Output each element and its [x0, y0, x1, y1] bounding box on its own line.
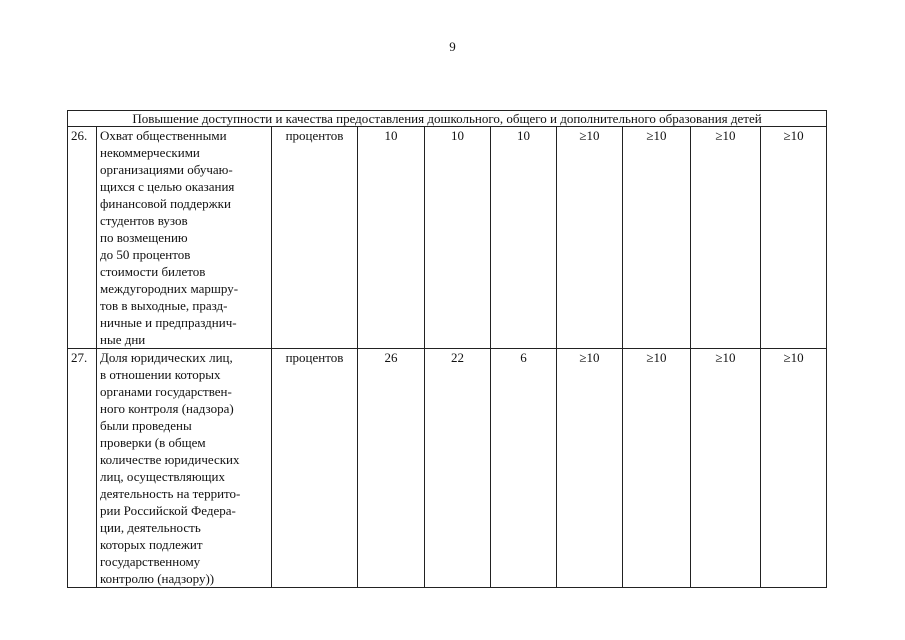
description-line: в отношении которых — [100, 367, 221, 382]
description-line: количестве юридических — [100, 452, 240, 467]
description-line: тов в выходные, празд- — [100, 298, 228, 313]
row-unit: процентов — [272, 349, 358, 588]
section-header-row — [68, 111, 827, 127]
description-line: студентов вузов — [100, 213, 188, 228]
description-line: ничные и предпразднич- — [100, 315, 237, 330]
row-description — [97, 127, 272, 349]
row-number: 27. — [68, 349, 97, 588]
row-value: ≥10 — [761, 127, 827, 349]
description-line: лиц, осуществляющих — [100, 469, 225, 484]
row-value: ≥10 — [623, 127, 691, 349]
description-line: рии Российской Федера- — [100, 503, 236, 518]
row-value: ≥10 — [761, 349, 827, 588]
row-value: 26 — [358, 349, 425, 588]
row-value: ≥10 — [691, 127, 761, 349]
description-line: щихся с целью оказания — [100, 179, 235, 194]
description-line: до 50 процентов — [100, 247, 191, 262]
row-value: 6 — [491, 349, 557, 588]
row-value: ≥10 — [623, 349, 691, 588]
row-value: ≥10 — [691, 349, 761, 588]
description-line: были проведены — [100, 418, 192, 433]
indicators-table — [67, 110, 827, 588]
description-line: Доля юридических лиц, — [100, 350, 233, 365]
row-unit: процентов — [272, 127, 358, 349]
table-row — [68, 349, 827, 588]
description-line: Охват общественными — [100, 128, 227, 143]
row-value: ≥10 — [557, 349, 623, 588]
description-line: ного контроля (надзора) — [100, 401, 234, 416]
description-line: междугородних маршру- — [100, 281, 239, 296]
page-number: 9 — [449, 39, 456, 54]
description-line: проверки (в общем — [100, 435, 206, 450]
row-value: 10 — [425, 127, 491, 349]
description-line: которых подлежит — [100, 537, 203, 552]
row-description — [97, 349, 272, 588]
description-line: ции, деятельность — [100, 520, 201, 535]
description-line: государственному — [100, 554, 201, 569]
row-value: 10 — [358, 127, 425, 349]
row-value: 10 — [491, 127, 557, 349]
description-line: деятельность на террито- — [100, 486, 241, 501]
row-number: 26. — [68, 127, 97, 349]
description-line: ные дни — [100, 332, 146, 347]
description-line: финансовой поддержки — [100, 196, 231, 211]
description-line: организациями обучаю- — [100, 162, 233, 177]
section-title: Повышение доступности и качества предоставления дошкольного, общего и дополнительного образования детей — [68, 111, 827, 127]
row-value: ≥10 — [557, 127, 623, 349]
table-row — [68, 127, 827, 349]
description-line: некоммерческими — [100, 145, 200, 160]
description-line: стоимости билетов — [100, 264, 206, 279]
description-line: по возмещению — [100, 230, 188, 245]
description-line: органами государствен- — [100, 384, 232, 399]
row-value: 22 — [425, 349, 491, 588]
description-line: контролю (надзору)) — [100, 571, 215, 586]
